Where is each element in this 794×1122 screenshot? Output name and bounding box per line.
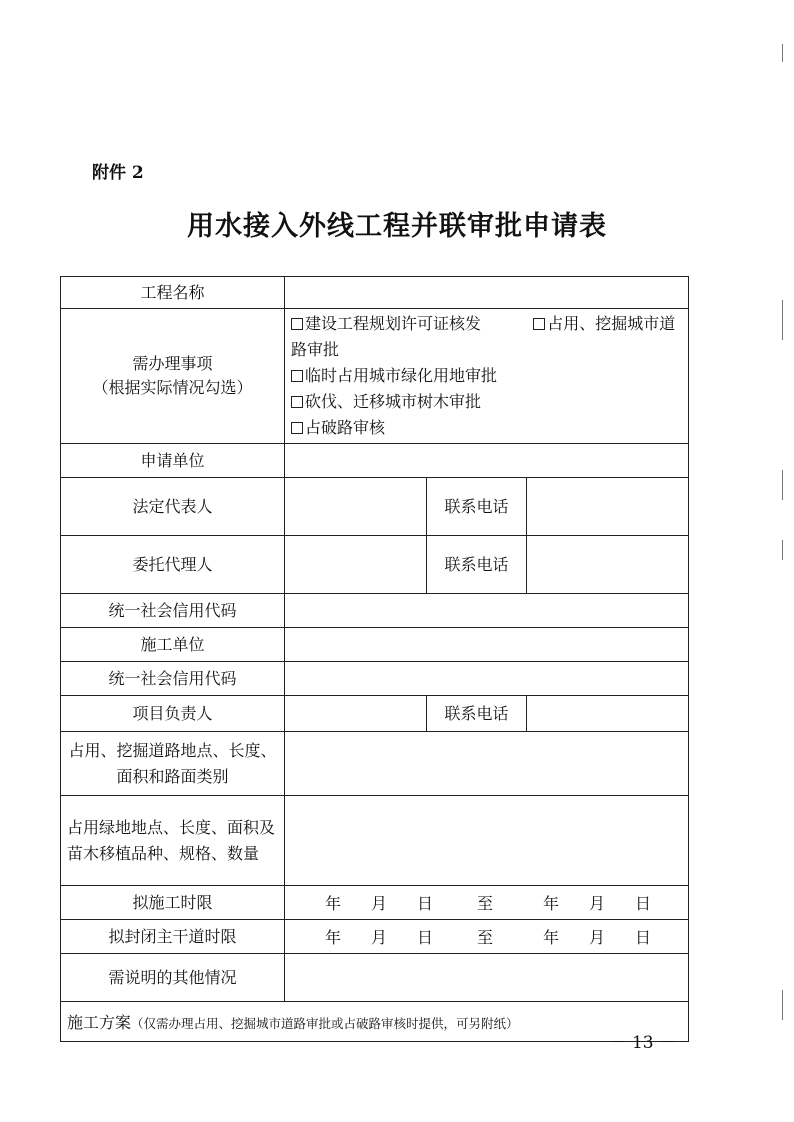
field-legal-rep-phone[interactable] [527, 478, 689, 536]
label-manager-phone: 联系电话 [427, 696, 527, 732]
to-word: 至 [476, 928, 493, 947]
label-matters [61, 309, 285, 444]
field-credit-code[interactable] [285, 594, 689, 628]
label-closure-period: 拟封闭主干道时限 [61, 920, 285, 954]
day-word: 日 [634, 928, 651, 947]
field-agent-phone[interactable] [527, 536, 689, 594]
label-agent: 委托代理人 [61, 536, 285, 594]
year-word: 年 [542, 894, 559, 913]
month-word: 月 [588, 894, 605, 913]
option-road-occupy[interactable]: 占用、挖掘城市道路审批 [291, 314, 676, 359]
row-legal-rep [61, 478, 689, 536]
row-agent [61, 536, 689, 594]
attachment-label: 附件 2 [92, 163, 144, 183]
label-project-manager: 项目负责人 [61, 696, 285, 732]
row-construction-unit [61, 628, 689, 662]
field-manager-phone[interactable] [527, 696, 689, 732]
checkbox-icon[interactable] [291, 370, 303, 382]
to-word: 至 [476, 894, 493, 913]
field-planned-period[interactable] [285, 886, 689, 920]
field-credit-code-2[interactable] [285, 662, 689, 696]
option-green-land[interactable]: 临时占用城市绿化用地审批 [291, 363, 497, 389]
scan-edge-marks [782, 0, 784, 1122]
day-word: 日 [416, 894, 433, 913]
field-legal-rep[interactable] [285, 478, 427, 536]
label-green-occupy: 占用绿地地点、长度、面积及苗木移植品种、规格、数量 [61, 796, 285, 886]
field-project-name[interactable] [285, 277, 689, 309]
label-road-occupy: 占用、挖掘道路地点、长度、面积和路面类别 [61, 732, 285, 796]
label-applicant: 申请单位 [61, 444, 285, 478]
day-word: 日 [416, 928, 433, 947]
option-road-break[interactable]: 占破路审核 [291, 415, 385, 441]
option-tree-felling[interactable]: 砍伐、迁移城市树木审批 [291, 389, 481, 415]
matters-options [285, 309, 689, 444]
checkbox-icon[interactable] [533, 318, 545, 330]
field-green-occupy[interactable] [285, 796, 689, 886]
row-credit-code [61, 594, 689, 628]
year-word: 年 [324, 928, 341, 947]
field-closure-period[interactable] [285, 920, 689, 954]
label-other-notes: 需说明的其他情况 [61, 954, 285, 1002]
field-applicant[interactable] [285, 444, 689, 478]
form-title: 用水接入外线工程并联审批申请表 [187, 211, 607, 242]
row-planned-period [61, 886, 689, 920]
row-green-occupy [61, 796, 689, 886]
year-word: 年 [324, 894, 341, 913]
row-construction-plan [61, 1002, 689, 1042]
label-legal-rep: 法定代表人 [61, 478, 285, 536]
row-matters [61, 309, 689, 444]
option-planning-permit[interactable]: 建设工程规划许可证核发 [291, 311, 481, 337]
row-project-name [61, 277, 689, 309]
month-word: 月 [588, 928, 605, 947]
plan-label: 施工方案 [67, 1013, 132, 1032]
checkbox-icon[interactable] [291, 396, 303, 408]
month-word: 月 [370, 894, 387, 913]
row-other-notes [61, 954, 689, 1002]
year-word: 年 [542, 928, 559, 947]
field-road-occupy[interactable] [285, 732, 689, 796]
label-planned-period: 拟施工时限 [61, 886, 285, 920]
label-matters-line1: 需办理事项 [132, 354, 213, 373]
field-project-manager[interactable] [285, 696, 427, 732]
application-form-table [60, 276, 689, 1042]
row-road-occupy [61, 732, 689, 796]
label-construction-unit: 施工单位 [61, 628, 285, 662]
label-credit-code: 统一社会信用代码 [61, 594, 285, 628]
row-closure-period [61, 920, 689, 954]
day-word: 日 [634, 894, 651, 913]
label-legal-rep-phone: 联系电话 [427, 478, 527, 536]
row-credit-code-2 [61, 662, 689, 696]
label-project-name: 工程名称 [61, 277, 285, 309]
plan-note: （仅需办理占用、挖掘城市道路审批或占破路审核时提供，可另附纸） [131, 1016, 519, 1031]
label-agent-phone: 联系电话 [427, 536, 527, 594]
construction-plan-cell[interactable] [61, 1002, 689, 1042]
month-word: 月 [370, 928, 387, 947]
field-agent[interactable] [285, 536, 427, 594]
row-project-manager [61, 696, 689, 732]
field-other-notes[interactable] [285, 954, 689, 1002]
checkbox-icon[interactable] [291, 422, 303, 434]
row-applicant [61, 444, 689, 478]
label-credit-code-2: 统一社会信用代码 [61, 662, 285, 696]
page-number: － 13 － [609, 1033, 676, 1053]
checkbox-icon[interactable] [291, 318, 303, 330]
label-matters-line2: （根据实际情况勾选） [92, 378, 253, 397]
field-construction-unit[interactable] [285, 628, 689, 662]
